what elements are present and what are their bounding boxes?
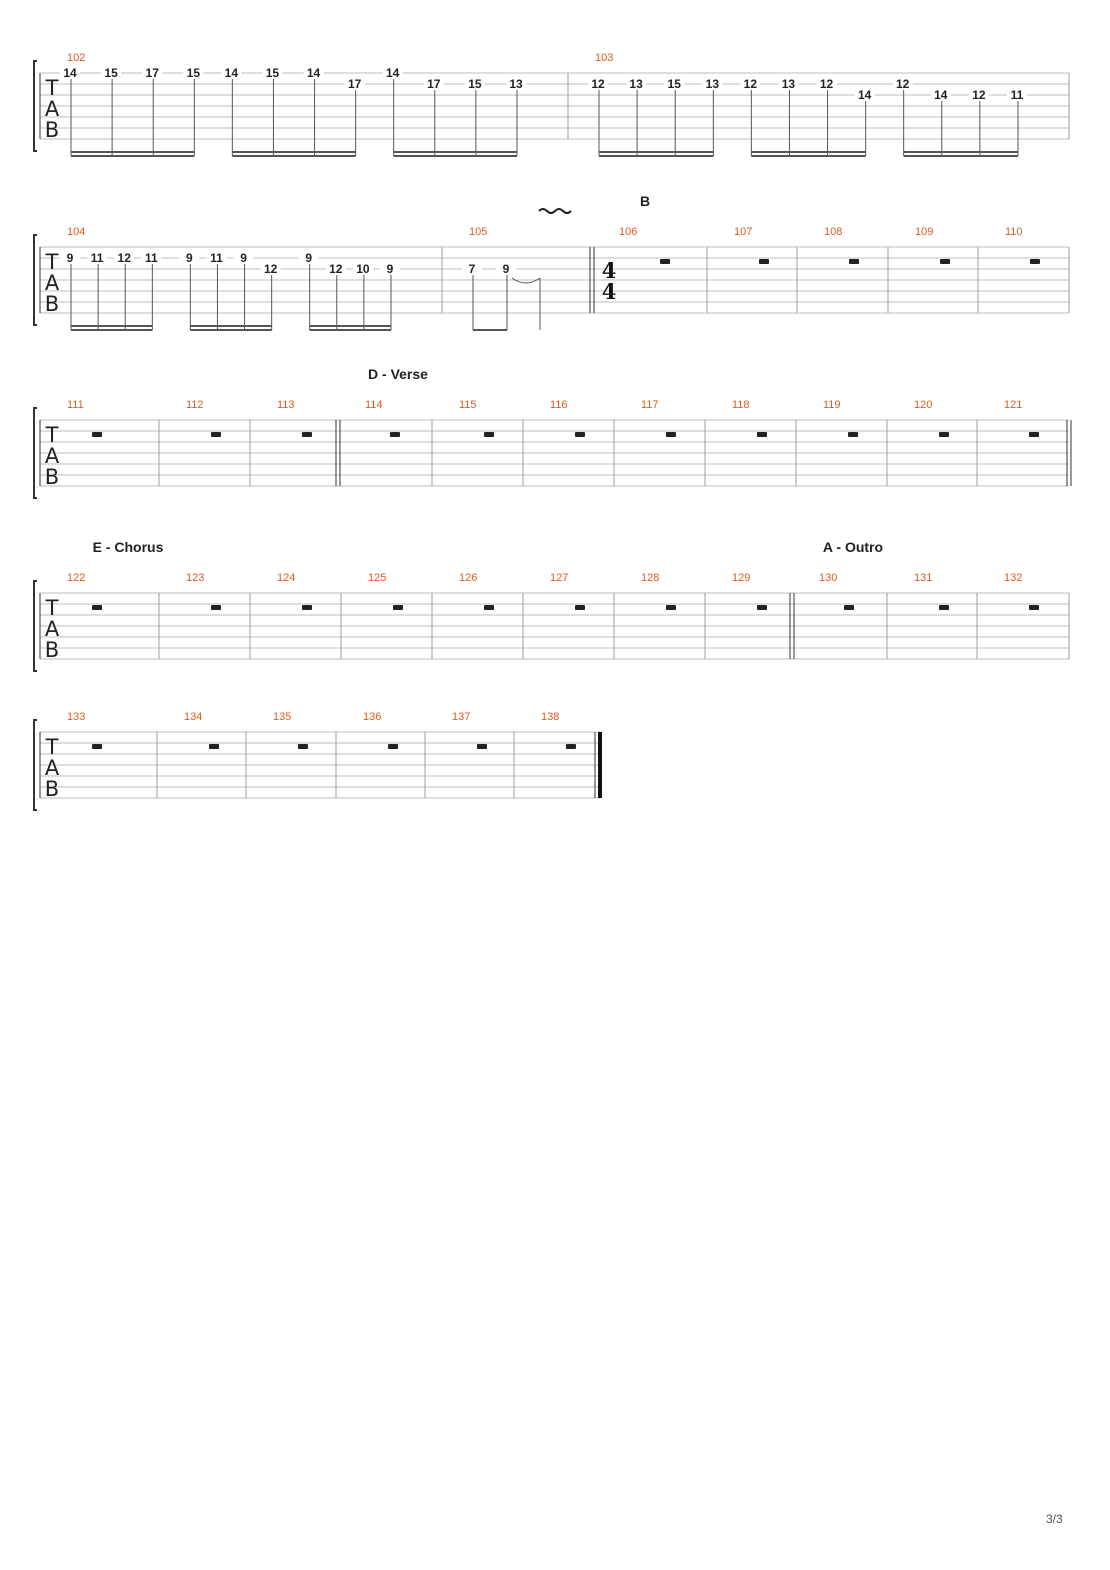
measure-number: 131	[914, 572, 933, 584]
whole-rest	[844, 605, 854, 610]
measure-number: 115	[459, 399, 477, 411]
fret-number: 15	[468, 77, 482, 91]
measure-number: 132	[1004, 572, 1023, 584]
fret-number: 12	[972, 88, 986, 102]
final-barline	[598, 732, 602, 798]
fret-number: 11	[1010, 88, 1024, 102]
measure-number: 122	[67, 572, 86, 584]
page-number: 3/3	[1046, 1512, 1063, 1526]
fret-number: 14	[385, 66, 400, 80]
measure-number: 128	[641, 572, 660, 584]
measure-number: 121	[1004, 399, 1023, 411]
measure-number: 118	[732, 399, 750, 411]
measure-number: 138	[541, 711, 560, 723]
measure-number: 127	[550, 572, 569, 584]
fret-number: 15	[104, 66, 118, 80]
measure-number: 119	[823, 399, 841, 411]
fret-number: 9	[386, 262, 394, 276]
whole-rest	[211, 432, 221, 437]
measure-number: 135	[273, 711, 292, 723]
tab-clef-letter: B	[44, 465, 60, 489]
whole-rest	[849, 259, 859, 264]
fret-number: 12	[263, 262, 278, 276]
whole-rest	[302, 605, 312, 610]
section-label: A - Outro	[822, 539, 884, 555]
whole-rest	[390, 432, 400, 437]
fret-number: 14	[224, 66, 239, 80]
vibrato-mark	[539, 209, 571, 213]
tab-clef-letter: T	[45, 76, 59, 100]
fret-number: 9	[305, 251, 313, 265]
whole-rest	[848, 432, 858, 437]
fret-number: 12	[819, 77, 834, 91]
whole-rest	[1029, 432, 1039, 437]
fret-number: 17	[347, 77, 362, 91]
measure-number: 114	[365, 399, 383, 411]
measure-number: 105	[469, 226, 488, 238]
tab-clef-letter: T	[45, 735, 59, 759]
fret-number: 9	[240, 251, 247, 265]
time-signature-bottom: 4	[601, 279, 617, 304]
whole-rest	[759, 259, 769, 264]
tab-clef-letter: A	[44, 271, 60, 295]
measure-number: 129	[732, 572, 751, 584]
fret-number: 9	[502, 262, 510, 276]
section-label: B	[639, 193, 651, 209]
fret-number: 15	[667, 77, 681, 91]
system-bracket	[34, 581, 37, 671]
whole-rest	[757, 605, 767, 610]
measure-number: 124	[277, 572, 296, 584]
whole-rest	[477, 744, 487, 749]
tab-system	[34, 52, 1069, 156]
whole-rest	[575, 432, 585, 437]
fret-number: 14	[857, 88, 872, 102]
measure-number: 116	[550, 399, 568, 411]
measure-number: 134	[184, 711, 203, 723]
whole-rest	[940, 259, 950, 264]
whole-rest	[302, 432, 312, 437]
tab-clef-letter: T	[45, 423, 59, 447]
whole-rest	[92, 744, 102, 749]
measure-number: 110	[1005, 226, 1023, 238]
whole-rest	[484, 605, 494, 610]
tab-clef-letter: A	[44, 617, 60, 641]
whole-rest	[92, 432, 102, 437]
tab-clef-letter: B	[44, 638, 60, 662]
whole-rest	[939, 605, 949, 610]
measure-number: 126	[459, 572, 478, 584]
tab-clef-letter: B	[44, 292, 60, 316]
whole-rest	[666, 432, 676, 437]
whole-rest	[393, 605, 403, 610]
whole-rest	[209, 744, 219, 749]
fret-number: 12	[591, 77, 605, 91]
tab-clef-letter: B	[44, 777, 60, 801]
whole-rest	[575, 605, 585, 610]
measure-number: 113	[277, 399, 295, 411]
measure-number: 111	[67, 399, 84, 411]
measure-number: 137	[452, 711, 471, 723]
fret-number: 11	[210, 251, 223, 265]
measure-number: 102	[67, 52, 86, 64]
fret-number: 10	[356, 262, 370, 276]
system-bracket	[34, 235, 37, 325]
tab-system	[34, 711, 602, 810]
measure-number: 125	[368, 572, 387, 584]
fret-number: 14	[306, 66, 321, 80]
tab-clef-letter: A	[44, 756, 60, 780]
fret-number: 13	[781, 77, 796, 91]
system-bracket	[34, 61, 37, 151]
whole-rest	[1030, 259, 1040, 264]
whole-rest	[484, 432, 494, 437]
fret-number: 15	[265, 66, 280, 80]
whole-rest	[566, 744, 576, 749]
tab-system	[34, 539, 1069, 671]
measure-number: 108	[824, 226, 843, 238]
tab-clef-letter: A	[44, 444, 60, 468]
fret-number: 15	[186, 66, 201, 80]
measure-number: 120	[914, 399, 933, 411]
whole-rest	[211, 605, 221, 610]
tab-system	[34, 193, 1069, 330]
measure-number: 107	[734, 226, 753, 238]
measure-number: 130	[819, 572, 838, 584]
tab-clef-letter: T	[45, 250, 59, 274]
measure-number: 123	[186, 572, 205, 584]
section-label: D - Verse	[368, 366, 428, 382]
measure-number: 117	[641, 399, 659, 411]
measure-number: 136	[363, 711, 382, 723]
measure-number: 103	[595, 52, 614, 64]
whole-rest	[939, 432, 949, 437]
tab-clef-letter: T	[45, 596, 59, 620]
whole-rest	[298, 744, 308, 749]
fret-number: 13	[629, 77, 643, 91]
whole-rest	[666, 605, 676, 610]
fret-number: 12	[743, 77, 758, 91]
whole-rest	[388, 744, 398, 749]
fret-number: 11	[90, 251, 104, 265]
tab-clef-letter: B	[44, 118, 60, 142]
section-label: E - Chorus	[92, 539, 164, 555]
fret-number: 12	[329, 262, 343, 276]
fret-number: 17	[427, 77, 441, 91]
system-bracket	[34, 408, 37, 498]
measure-number: 109	[915, 226, 934, 238]
fret-number: 9	[185, 251, 193, 265]
tab-system	[34, 366, 1071, 498]
fret-number: 9	[66, 251, 74, 265]
fret-number: 13	[509, 77, 523, 91]
fret-number: 13	[705, 77, 720, 91]
fret-number: 12	[895, 77, 910, 91]
measure-number: 112	[186, 399, 204, 411]
whole-rest	[1029, 605, 1039, 610]
fret-number: 7	[468, 262, 476, 276]
measure-number: 104	[67, 226, 86, 238]
fret-number: 11	[144, 251, 158, 265]
measure-number: 106	[619, 226, 638, 238]
fret-number: 14	[934, 88, 948, 102]
whole-rest	[660, 259, 670, 264]
whole-rest	[757, 432, 767, 437]
system-bracket	[34, 720, 37, 810]
fret-number: 14	[63, 66, 77, 80]
fret-number: 12	[117, 251, 131, 265]
whole-rest	[92, 605, 102, 610]
measure-number: 133	[67, 711, 86, 723]
time-signature-top: 4	[601, 258, 617, 283]
fret-number: 17	[145, 66, 159, 80]
tab-clef-letter: A	[44, 97, 60, 121]
